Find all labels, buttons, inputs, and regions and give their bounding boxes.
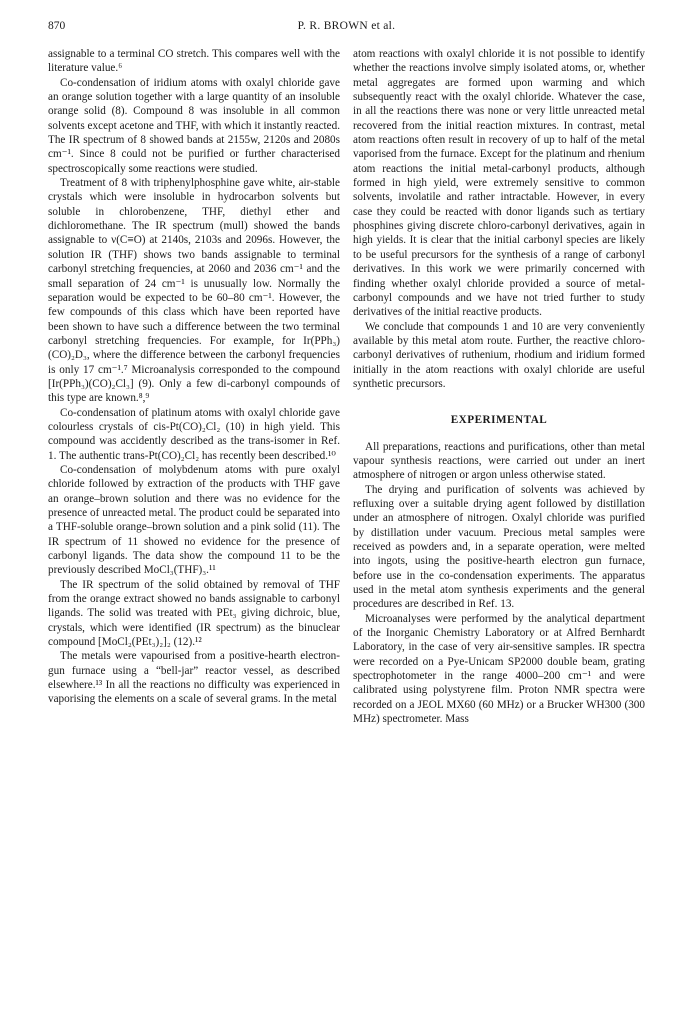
paragraph: Microanalyses were performed by the analytical department of the Inorganic Chemistry Laboratory or at Alfred Bernhardt Laboratory, in the case of very air-sensitive samples. IR spectra were recorded on a Pye-Unicam SP2000 double beam, grating spectrophotometer in the range 4000–200 cm⁻¹ and were calibrated using polystyrene film. Proton NMR spectra were recorded on a JEOL MX60 (60 MHz) or a Brucker WH300 (300 MHz) spectrometer. Mass — [353, 612, 645, 726]
right-column — [353, 47, 645, 726]
paragraph: Co-condensation of molybdenum atoms with pure oxalyl chloride followed by extraction of the products with THF gave an orange–brown solution and there was no evidence for the presence of unreacted metal. The product could be separated into a THF-soluble orange–brown solution and a pink solid (11). The IR spectrum of 11 showed no evidence for the presence of carbonyl ligands. The data show the compound 11 to be the previously described MoCl₃(THF)₃.¹¹ — [48, 463, 340, 577]
paragraph: assignable to a terminal CO stretch. This compares well with the literature value.⁶ — [48, 48, 340, 75]
left-column — [48, 47, 340, 707]
page-number: 870 — [48, 20, 66, 32]
paragraph: All preparations, reactions and purifications, other than metal vapour synthesis reactions, were carried out under an inert atmosphere of nitrogen or argon unless otherwise stated. — [353, 440, 645, 482]
paragraph: The drying and purification of solvents was achieved by refluxing over a suitable drying agent followed by distillation under an atmosphere of nitrogen. Oxalyl chloride was purified by distillation under vacuum. Precious metal samples were received as powders and, in a separate operation, were melted into ingots, using the positive-hearth electron gun furnace, before use in the co-condensation experiments. The apparatus used in the metal atom synthesis experiments and the general procedures are described in Ref. 13. — [353, 483, 645, 611]
running-head: P. R. BROWN et al. — [297, 20, 396, 32]
paragraph: Co-condensation of iridium atoms with oxalyl chloride gave an orange solution together with a large quantity of an insoluble orange solid (8). Compound 8 was insoluble in all common solvents except acetone and THF, with which it instantly reacted. The IR spectrum of 8 showed bands at 2155w, 2120s and 2080s cm⁻¹. Since 8 could not be purified or further characterised spectroscopically some reactions were studied. — [48, 76, 340, 175]
page-header — [48, 20, 645, 38]
paragraph: The metals were vapourised from a positive-hearth electron-gun furnace using a “bell-jar” reactor vessel, as described elsewhere.¹³ In all the reactions no difficulty was experienced in vaporising the elements on a scale of several grams. In the metal — [48, 650, 340, 706]
paragraph: Co-condensation of platinum atoms with oxalyl chloride gave colourless crystals of cis-Pt(CO)₂Cl₂ (10) in high yield. This compound was accidently described as the trans-isomer in Ref. 1. The authentic trans-Pt(CO)₂Cl₂ has recently been described.¹⁰ — [48, 406, 340, 462]
paragraph: We conclude that compounds 1 and 10 are very conveniently available by this metal atom route. Further, the reactive chloro-carbonyl derivatives of ruthenium, rhodium and iridium formed initially in the atom reactions with oxalyl chloride are useful synthetic precursors. — [353, 320, 645, 390]
section-heading: EXPERIMENTAL — [450, 414, 548, 427]
paragraph: The IR spectrum of the solid obtained by removal of THF from the orange extract showed no bands assignable to carbonyl ligands. The solid was treated with PEt₃ giving dichroic, blue, crystals, which were identified (IR spectrum) as the binuclear compound [MoCl₂(PEt₃)₂]₂ (12).¹² — [48, 578, 340, 649]
paragraph: Treatment of 8 with triphenylphosphine gave white, air-stable crystals which were insoluble in hydrocarbon solvents but soluble in chlorobenzene, THF, diethyl ether and dichloromethane. The IR spectrum (mull) showed the bands assignable to ν(C≡O) at 2140s, 2103s and 2096s. However, the solution IR (THF) shows two bands assignable to terminal carbonyl stretching frequencies, at 2060 and 2036 cm⁻¹ and the small separation of 24 cm⁻¹ is unusually low. Normally the separation would be expected to be 60–80 cm⁻¹. However, the few compounds of this class which have been reported have been shown to have such a difference between the two terminal carbonyl stretching frequencies. For example, for Ir(PPh₃)(CO)₂D₃, where the difference between the carbonyl frequencies is only 17 cm⁻¹.⁷ Microanalysis corresponded to the compound [Ir(PPh₃)(CO)₂Cl₃] (9). Only a few di-carbonyl compounds of this type are known.⁸,⁹ — [48, 177, 340, 405]
paragraph: atom reactions with oxalyl chloride it is not possible to identify whether the reactions involve simply isolated atoms, or, whether metal aggregates are formed upon warming and which subsequently react with the oxalyl chloride. Whatever the case, in all the reactions there was none or very little unreacted metal recovered from the initial reaction mixtures. In contrast, metal atom reactions often result in recovery of up to half of the metal vaporised from the furnace. Except for the platinum and rhenium atom reactions the initial metal-carbonyl products, although formed in high yield, were extremely sensitive to common solvents, involatile and rather intractable. However, in every case they could be reacted with donor ligands such as tertiary phosphines giving discrete chloro-carbonyl derivatives, again in high yields. It is clear that the initial carbonyl species are likely to be useful precursors for the synthesis of a range of carbonyl derivatives. In this work we were primarily concerned with finding whether oxalyl chloride provided a source of metal-carbonyl compounds and we have not tried further to study derivatives of the initial reactive products. — [353, 48, 645, 319]
